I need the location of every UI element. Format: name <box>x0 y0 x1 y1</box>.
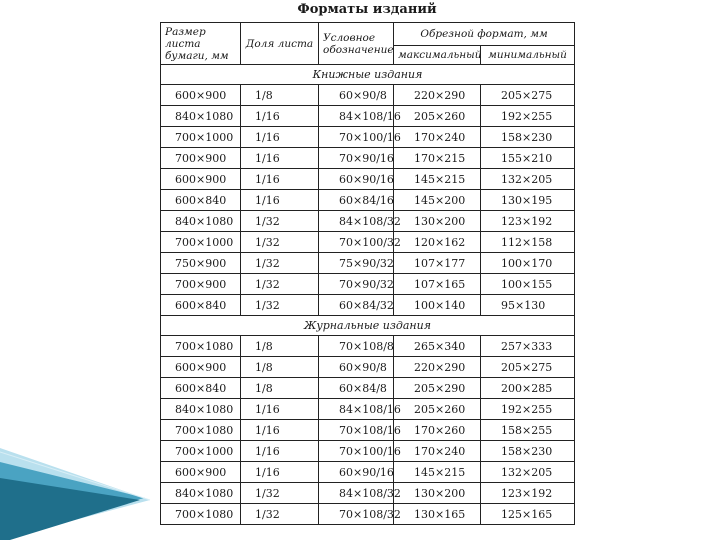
cell-trim-max <box>394 169 481 190</box>
cell-sheet-size <box>161 232 241 253</box>
cell-designation <box>319 106 401 127</box>
cell-value: 112×158 <box>501 235 553 249</box>
table-row <box>161 357 575 378</box>
table-row <box>161 127 575 148</box>
cell-trim-max <box>394 378 481 399</box>
cell-value: 70×108/32 <box>339 507 401 521</box>
header-designation: Условное обозначение <box>319 23 394 65</box>
cell-value: 100×170 <box>501 256 553 270</box>
cell-value: 1/16 <box>255 465 280 479</box>
table-row <box>161 504 575 525</box>
cell-value: 1/16 <box>255 109 280 123</box>
cell-value: 840×1080 <box>175 214 234 228</box>
cell-value: 100×155 <box>501 277 553 291</box>
cell-sheet-size <box>161 420 241 441</box>
cell-designation <box>319 232 401 253</box>
cell-value: 132×205 <box>501 172 553 186</box>
cell-designation <box>319 399 401 420</box>
cell-sheet-size <box>161 441 241 462</box>
cell-sheet-share <box>241 274 319 295</box>
header-trim-max: максимальный <box>394 46 481 65</box>
section-label: Журнальные издания <box>161 316 575 336</box>
cell-value: 1/8 <box>255 381 273 395</box>
cell-sheet-share <box>241 295 319 316</box>
cell-trim-min <box>481 190 575 211</box>
cell-value: 600×900 <box>175 360 227 374</box>
table-row <box>161 378 575 399</box>
cell-trim-max <box>394 483 481 504</box>
cell-value: 125×165 <box>501 507 553 521</box>
cell-sheet-size <box>161 336 241 357</box>
table-row <box>161 295 575 316</box>
cell-designation <box>319 483 401 504</box>
cell-sheet-size <box>161 483 241 504</box>
cell-value: 205×275 <box>501 88 553 102</box>
cell-sheet-share <box>241 357 319 378</box>
cell-value: 205×260 <box>414 402 466 416</box>
cell-value: 107×177 <box>414 256 466 270</box>
cell-trim-min <box>481 336 575 357</box>
cell-value: 205×260 <box>414 109 466 123</box>
cell-value: 145×200 <box>414 193 466 207</box>
cell-sheet-share <box>241 106 319 127</box>
cell-value: 60×90/16 <box>339 172 394 186</box>
cell-value: 1/16 <box>255 172 280 186</box>
table-row <box>161 336 575 357</box>
cell-value: 84×108/32 <box>339 214 401 228</box>
cell-designation <box>319 295 394 316</box>
cell-sheet-share <box>241 462 319 483</box>
cell-sheet-size <box>161 106 241 127</box>
cell-value: 1/16 <box>255 402 280 416</box>
cell-value: 205×290 <box>414 381 466 395</box>
cell-trim-min <box>481 378 575 399</box>
cell-value: 1/8 <box>255 339 273 353</box>
cell-value: 1/8 <box>255 88 273 102</box>
cell-value: 155×210 <box>501 151 553 165</box>
cell-trim-max <box>394 127 481 148</box>
cell-sheet-share <box>241 378 319 399</box>
table-row <box>161 232 575 253</box>
header-trim-min: минимальный <box>481 46 575 65</box>
header-sheet-share: Доля листа <box>241 23 319 65</box>
cell-value: 700×1080 <box>175 507 234 521</box>
cell-trim-min <box>481 85 575 106</box>
cell-value: 145×215 <box>414 172 466 186</box>
cell-value: 600×840 <box>175 381 227 395</box>
cell-value: 145×215 <box>414 465 466 479</box>
cell-trim-min <box>481 483 575 504</box>
cell-value: 1/16 <box>255 423 280 437</box>
cell-value: 60×90/16 <box>339 465 394 479</box>
cell-value: 107×165 <box>414 277 466 291</box>
cell-value: 130×200 <box>414 486 466 500</box>
cell-value: 1/16 <box>255 130 280 144</box>
cell-value: 220×290 <box>414 360 466 374</box>
cell-value: 158×230 <box>501 444 553 458</box>
cell-value: 60×90/8 <box>339 360 387 374</box>
cell-sheet-share <box>241 420 319 441</box>
cell-value: 1/32 <box>255 507 280 521</box>
table-row <box>161 211 575 232</box>
formats-table <box>160 22 575 525</box>
cell-trim-min <box>481 420 575 441</box>
cell-trim-min <box>481 462 575 483</box>
page-title: Форматы изданий <box>297 2 437 17</box>
cell-sheet-share <box>241 483 319 504</box>
cell-value: 70×90/32 <box>339 277 394 291</box>
cell-value: 84×108/16 <box>339 402 401 416</box>
table-row <box>161 420 575 441</box>
cell-sheet-share <box>241 190 319 211</box>
cell-trim-max <box>394 148 481 169</box>
cell-trim-max <box>394 336 481 357</box>
cell-value: 200×285 <box>501 381 553 395</box>
cell-value: 700×1000 <box>175 444 234 458</box>
cell-value: 170×240 <box>414 444 466 458</box>
cell-trim-min <box>481 127 575 148</box>
table-row <box>161 190 575 211</box>
cell-trim-min <box>481 106 575 127</box>
table-row <box>161 441 575 462</box>
cell-sheet-size <box>161 253 241 274</box>
cell-sheet-size <box>161 211 241 232</box>
cell-sheet-share <box>241 399 319 420</box>
cell-value: 1/32 <box>255 214 280 228</box>
cell-trim-min <box>481 295 575 316</box>
cell-value: 60×84/16 <box>339 193 394 207</box>
cell-trim-min <box>481 274 575 295</box>
cell-trim-min <box>481 211 575 232</box>
table-row <box>161 148 575 169</box>
cell-value: 700×1000 <box>175 235 234 249</box>
cell-sheet-size <box>161 274 241 295</box>
cell-value: 84×108/16 <box>339 109 401 123</box>
cell-sheet-share <box>241 441 319 462</box>
cell-value: 1/32 <box>255 298 280 312</box>
cell-designation <box>319 357 394 378</box>
cell-designation <box>319 274 394 295</box>
cell-value: 130×195 <box>501 193 553 207</box>
cell-value: 170×215 <box>414 151 466 165</box>
section-label: Книжные издания <box>161 65 575 85</box>
cell-sheet-share <box>241 127 319 148</box>
cell-value: 700×1080 <box>175 339 234 353</box>
cell-value: 700×900 <box>175 151 227 165</box>
cell-sheet-size <box>161 190 241 211</box>
cell-value: 84×108/32 <box>339 486 401 500</box>
cell-value: 123×192 <box>501 486 553 500</box>
header-trim-format: Обрезной формат, мм <box>394 23 575 46</box>
cell-value: 95×130 <box>501 298 546 312</box>
cell-designation <box>319 148 394 169</box>
table-row <box>161 169 575 190</box>
cell-designation <box>319 85 394 106</box>
cell-trim-max <box>394 253 481 274</box>
cell-value: 600×900 <box>175 172 227 186</box>
cell-value: 158×255 <box>501 423 553 437</box>
formats-table-wrap <box>160 22 574 525</box>
cell-trim-max <box>394 357 481 378</box>
cell-designation <box>319 378 394 399</box>
cell-sheet-size <box>161 399 241 420</box>
cell-trim-min <box>481 148 575 169</box>
cell-sheet-share <box>241 211 319 232</box>
cell-value: 70×108/16 <box>339 423 401 437</box>
cell-value: 1/8 <box>255 360 273 374</box>
table-row <box>161 483 575 504</box>
cell-trim-min <box>481 169 575 190</box>
cell-designation <box>319 169 394 190</box>
cell-value: 70×100/32 <box>339 235 401 249</box>
cell-sheet-share <box>241 336 319 357</box>
cell-trim-max <box>394 420 481 441</box>
cell-trim-min <box>481 232 575 253</box>
formats-table-body <box>161 65 575 525</box>
cell-sheet-share <box>241 232 319 253</box>
cell-trim-min <box>481 399 575 420</box>
cell-trim-min <box>481 504 575 525</box>
cell-value: 158×230 <box>501 130 553 144</box>
cell-value: 132×205 <box>501 465 553 479</box>
cell-value: 1/32 <box>255 256 280 270</box>
cell-sheet-share <box>241 253 319 274</box>
cell-trim-max <box>394 232 481 253</box>
cell-trim-max <box>394 295 481 316</box>
cell-trim-min <box>481 253 575 274</box>
cell-sheet-size <box>161 85 241 106</box>
cell-value: 170×240 <box>414 130 466 144</box>
cell-designation <box>319 504 401 525</box>
cell-value: 1/16 <box>255 151 280 165</box>
cell-sheet-share <box>241 504 319 525</box>
cell-designation <box>319 253 394 274</box>
cell-value: 1/32 <box>255 486 280 500</box>
cell-trim-max <box>394 504 481 525</box>
cell-designation <box>319 462 394 483</box>
cell-value: 257×333 <box>501 339 553 353</box>
cell-trim-max <box>394 106 481 127</box>
cell-value: 750×900 <box>175 256 227 270</box>
cell-sheet-size <box>161 295 241 316</box>
cell-value: 600×900 <box>175 465 227 479</box>
cell-value: 205×275 <box>501 360 553 374</box>
cell-sheet-size <box>161 462 241 483</box>
cell-value: 75×90/32 <box>339 256 394 270</box>
cell-trim-max <box>394 211 481 232</box>
table-row <box>161 253 575 274</box>
cell-trim-max <box>394 85 481 106</box>
cell-sheet-size <box>161 357 241 378</box>
cell-sheet-share <box>241 148 319 169</box>
cell-value: 70×100/16 <box>339 444 401 458</box>
cell-value: 600×900 <box>175 88 227 102</box>
cell-value: 70×100/16 <box>339 130 401 144</box>
cell-value: 700×1000 <box>175 130 234 144</box>
cell-sheet-size <box>161 504 241 525</box>
cell-trim-max <box>394 441 481 462</box>
cell-designation <box>319 127 401 148</box>
cell-value: 265×340 <box>414 339 466 353</box>
cell-sheet-size <box>161 378 241 399</box>
cell-designation <box>319 441 401 462</box>
cell-value: 600×840 <box>175 298 227 312</box>
cell-value: 840×1080 <box>175 486 234 500</box>
cell-trim-max <box>394 190 481 211</box>
cell-sheet-share <box>241 85 319 106</box>
cell-value: 1/16 <box>255 193 280 207</box>
cell-value: 600×840 <box>175 193 227 207</box>
cell-designation <box>319 336 394 357</box>
cell-value: 120×162 <box>414 235 466 249</box>
cell-sheet-size <box>161 127 241 148</box>
table-row <box>161 274 575 295</box>
cell-value: 60×84/32 <box>339 298 394 312</box>
cell-trim-max <box>394 274 481 295</box>
cell-value: 192×255 <box>501 109 553 123</box>
cell-value: 100×140 <box>414 298 466 312</box>
cell-trim-max <box>394 399 481 420</box>
cell-value: 840×1080 <box>175 109 234 123</box>
cell-value: 123×192 <box>501 214 553 228</box>
cell-sheet-size <box>161 169 241 190</box>
cell-value: 60×90/8 <box>339 88 387 102</box>
cell-value: 70×90/16 <box>339 151 394 165</box>
cell-trim-min <box>481 357 575 378</box>
table-row <box>161 106 575 127</box>
header-sheet-size: Размер листа бумаги, мм <box>161 23 241 65</box>
section-header <box>161 65 575 85</box>
table-row <box>161 85 575 106</box>
section-header <box>161 316 575 336</box>
cell-designation <box>319 190 394 211</box>
cell-value: 70×108/8 <box>339 339 394 353</box>
cell-value: 130×200 <box>414 214 466 228</box>
cell-value: 1/16 <box>255 444 280 458</box>
cell-trim-min <box>481 441 575 462</box>
cell-value: 130×165 <box>414 507 466 521</box>
cell-value: 60×84/8 <box>339 381 387 395</box>
cell-value: 220×290 <box>414 88 466 102</box>
cell-value: 700×1080 <box>175 423 234 437</box>
cell-value: 1/32 <box>255 277 280 291</box>
cell-value: 170×260 <box>414 423 466 437</box>
cell-sheet-share <box>241 169 319 190</box>
cell-designation <box>319 211 401 232</box>
cell-value: 192×255 <box>501 402 553 416</box>
cell-value: 1/32 <box>255 235 280 249</box>
table-row <box>161 462 575 483</box>
table-row <box>161 399 575 420</box>
cell-designation <box>319 420 401 441</box>
cell-value: 840×1080 <box>175 402 234 416</box>
cell-value: 700×900 <box>175 277 227 291</box>
cell-trim-max <box>394 462 481 483</box>
cell-sheet-size <box>161 148 241 169</box>
